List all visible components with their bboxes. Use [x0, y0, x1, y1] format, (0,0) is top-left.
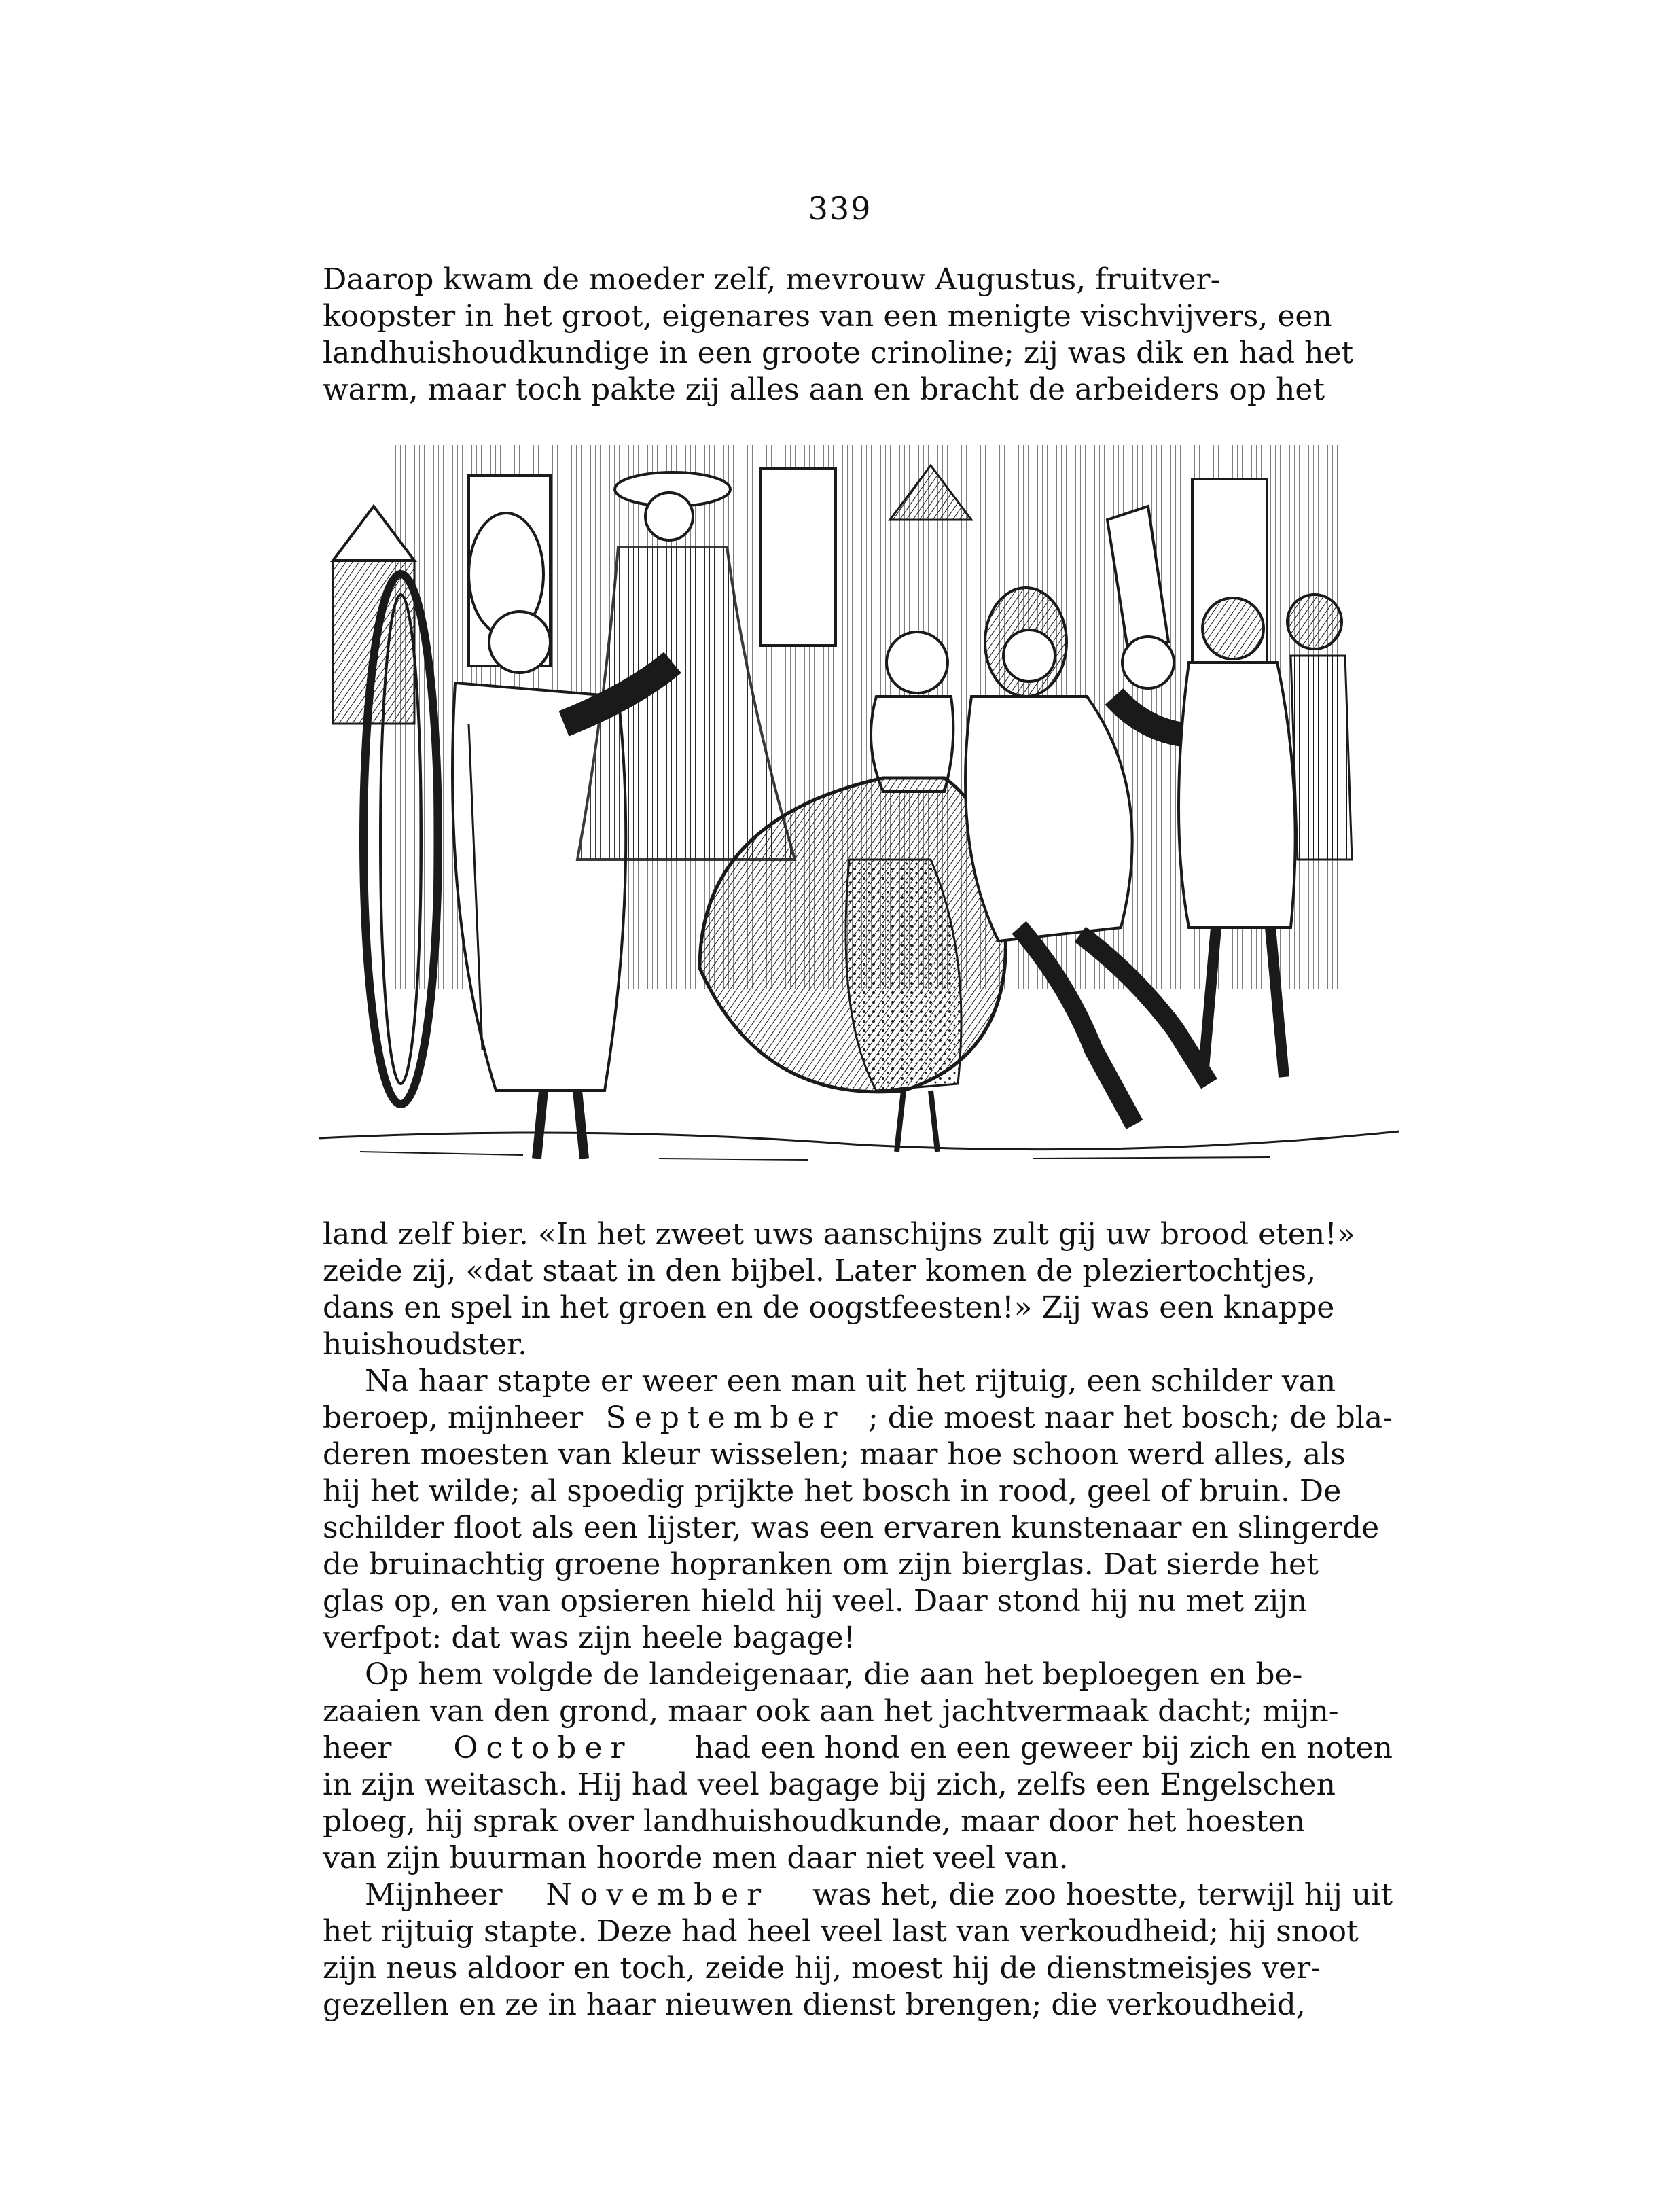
text-line: glas op, en van opsieren hield hij veel. Daar stond hij nu met zijn: [323, 1584, 1308, 1619]
text-line: zijn neus aldoor en toch, zeide hij, moest hij de dienstmeisjes ver-: [323, 1951, 1321, 1985]
figure-man-right: [1179, 595, 1352, 1084]
text-line: hij het wilde; al spoedig prijkte het bosch in rood, geel of bruin. De: [323, 1474, 1342, 1508]
text-line: schilder floot als een lijster, was een ervaren kunstenaar en slingerde: [323, 1511, 1380, 1545]
engraving-illustration: [319, 438, 1399, 1182]
text-line: het rijtuig stapte. Deze had heel veel last van verkoudheid; hij snoot: [323, 1914, 1359, 1949]
text-line: de bruinachtig groene hopranken om zijn bierglas. Dat sierde het: [323, 1547, 1319, 1582]
month-name-september: September: [605, 1400, 846, 1435]
text-line: Op hem volgde de landeigenaar, die aan het beploegen en be-: [365, 1657, 1303, 1692]
text-line: huishoudster.: [323, 1327, 528, 1362]
bottom-paragraphs: [323, 1216, 1393, 2024]
text-line: gezellen en ze in haar nieuwen dienst brengen; die verkoudheid,: [323, 1988, 1306, 2022]
text-line: van zijn buurman hoorde men daar niet veel van.: [323, 1841, 1069, 1875]
text-line: zeide zij, «dat staat in den bijbel. Later komen de pleziertochtjes,: [323, 1254, 1317, 1288]
text-line: Daarop kwam de moeder zelf, mevrouw Augustus, fruitver-: [323, 262, 1221, 297]
text-line: in zijn weitasch. Hij had veel bagage bij zich, zelfs een Engelschen: [323, 1767, 1336, 1802]
top-paragraph: [323, 262, 1393, 408]
text-line: koopster in het groot, eigenares van een menigte vischvijvers, een: [323, 299, 1332, 334]
text-line: zaaien van den grond, maar ook aan het jachtvermaak dacht; mijn-: [323, 1694, 1339, 1729]
text-line: heer October had een hond en een geweer bij zich en noten: [323, 1731, 1393, 1765]
month-name-november: November: [546, 1877, 770, 1912]
page-number: 339: [808, 190, 872, 227]
text-line: Na haar stapte er weer een man uit het rijtuig, een schilder van: [365, 1364, 1336, 1398]
month-name-october: October: [453, 1731, 633, 1765]
text-line: Mijnheer November was het, die zoo hoestte, terwijl hij uit: [365, 1877, 1393, 1912]
text-line: ploeg, hij sprak over landhuishoudkunde, maar door het hoesten: [323, 1804, 1305, 1839]
text-line: verfpot: dat was zijn heele bagage!: [323, 1621, 856, 1655]
text-line: beroep, mijnheer September ; die moest naar het bosch; de bla-: [323, 1400, 1393, 1435]
text-line: warm, maar toch pakte zij alles aan en bracht de arbeiders op het: [323, 372, 1325, 407]
text-line: deren moesten van kleur wisselen; maar hoe schoon werd alles, als: [323, 1437, 1346, 1472]
text-line: dans en spel in het groen en de oogstfeesten!» Zij was een knappe: [323, 1290, 1335, 1325]
text-line: land zelf bier. «In het zweet uws aanschijns zult gij uw brood eten!»: [323, 1217, 1355, 1252]
text-line: landhuishoudkundige in een groote crinoline; zij was dik en had het: [323, 336, 1354, 370]
ground-shading: [319, 1131, 1399, 1160]
